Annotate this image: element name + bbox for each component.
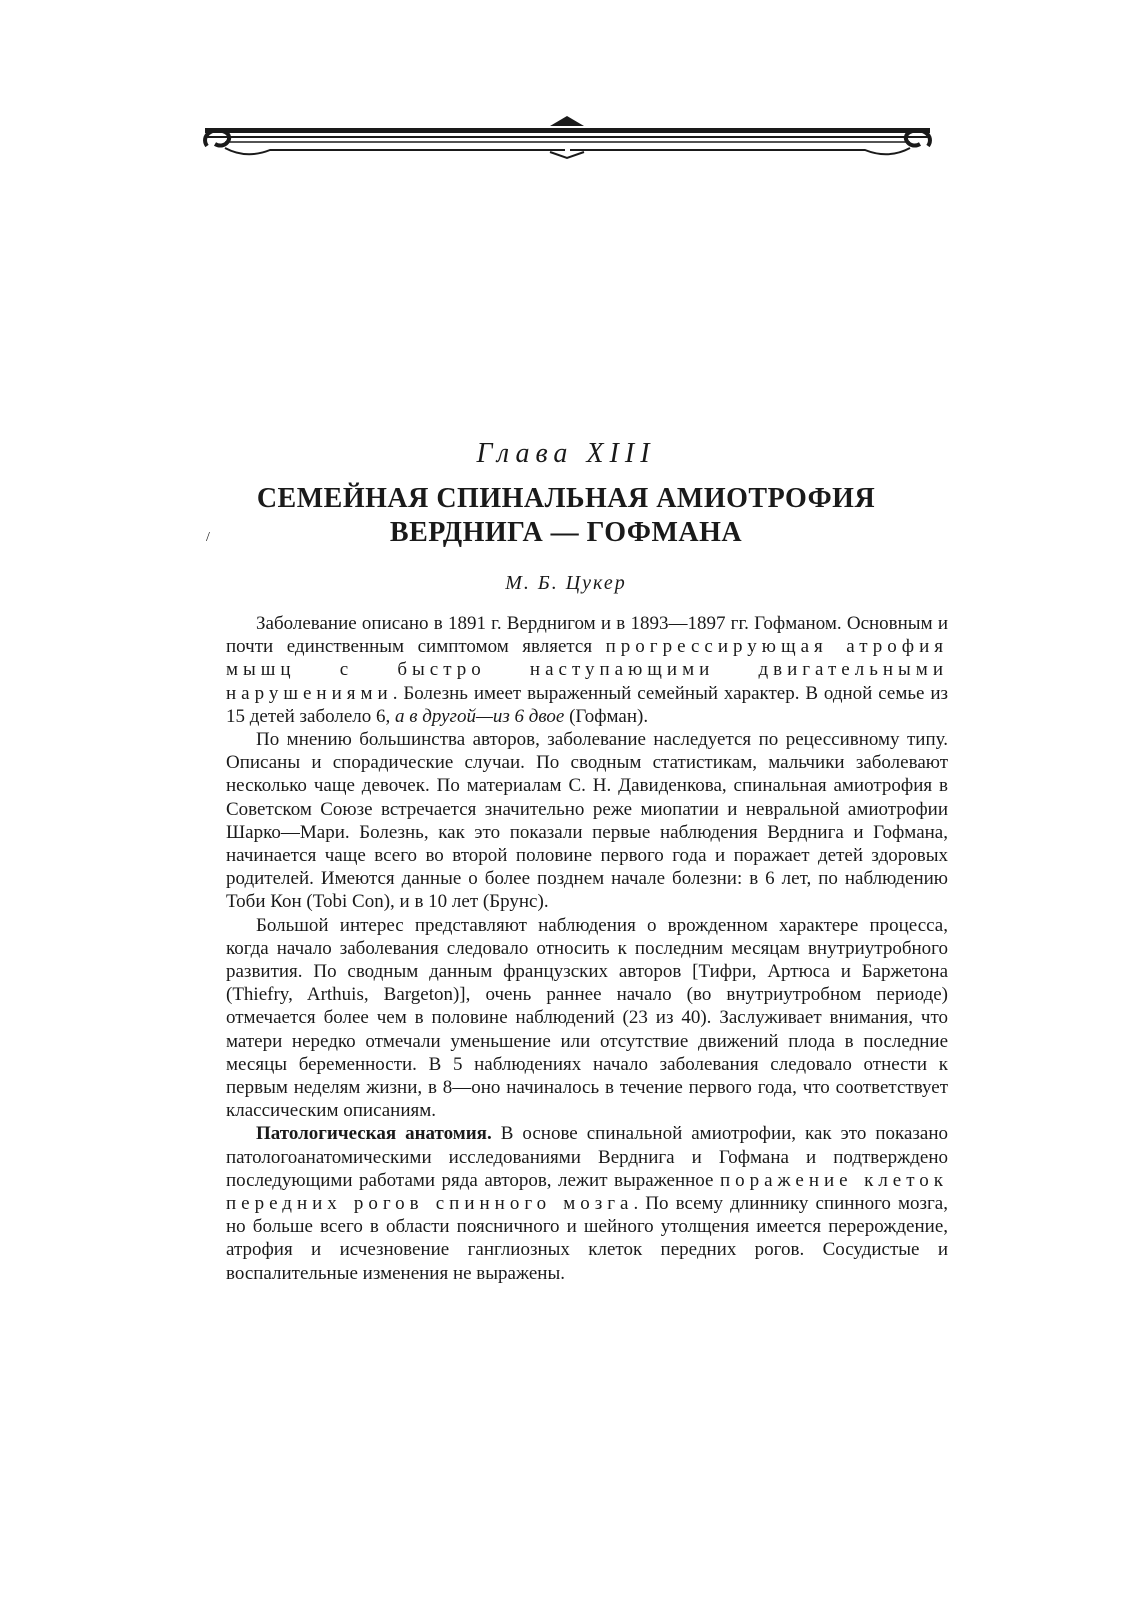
paragraph-3: Большой интерес представляют наблюдения о врожденном характере процесса, когда начало заболевания следовало относить к последним месяцам внутриутробного развития. По сводным данным французских авторов [Тифри, Артюса и Баржетона (Thiefry, Arthuis, Bargeton)], очень раннее начало (во внутриутробном периоде) отмечается более чем в половине наблюдений (23 из 40). Заслуживает внимания, что матери нередко отмечали уменьшение или отсутствие движений плода в последние месяцы беременности. В 5 наблюдениях начало заболевания следовало отнести к первым неделям жизни, в 8—оно начиналось в течение первого года, что соответствует классическим описаниям.	[226, 914, 948, 1122]
section-heading-pathology: Патологическая анатомия.	[256, 1123, 492, 1145]
paragraph-2: По мнению большинства авторов, заболевание наследуется по рецессивному типу. Описаны и спорадические случаи. По сводным статистикам, мальчики заболевают несколько чаще девочек. По материалам С. Н. Давиденкова, спинальная амиотрофия в Советском Союзе встречается значительно реже миопатии и невральной амиотрофии Шарко—Мари. Болезнь, как это показали первые наблюдения Верднига и Гофмана, начинается чаще всего во второй половине первого года и поражает детей здоровых родителей. Имеются данные о более позднем начале болезни: в 6 лет, по наблюдению Тоби Кон (Tobi Con), и в 10 лет (Брунс).	[226, 729, 948, 913]
paragraph-4	[226, 1122, 948, 1284]
chapter-title	[0, 482, 1132, 550]
paragraph-1-spaced-emphasis: прогрессирующая атрофия мышц с быстро наступающими двигательными нарушениями	[226, 636, 948, 704]
paragraph-1-part-b: . Болезнь имеет выраженный семейный характер. В одной семье из 15 детей заболело 6,	[226, 682, 948, 727]
chapter-title-line-2: ВЕРДНИГА — ГОФМАНА	[389, 517, 743, 548]
paragraph-1-italic: а в другой—из 6 двое	[395, 705, 565, 727]
paragraph-4-part-b: . По всему длиннику спинного мозга, но больше всего в области поясничного и шейного утолщения имеется перерождение, атрофия и исчезновение ганглиозных клеток передних рогов. Сосудистые и воспалительные изменения не выражены.	[226, 1193, 948, 1284]
paragraph-4-part-a: В основе спинальной амиотрофии, как это показано патологоанатомическими исследованиями Верднига и Гофмана и подтверждено последующими работами ряда авторов, лежит выраженное	[226, 1123, 948, 1191]
chapter-title-line-1: СЕМЕЙНАЯ СПИНАЛЬНАЯ АМИОТРОФИЯ	[256, 483, 876, 514]
body-text	[226, 612, 948, 1285]
paragraph-1	[226, 612, 948, 728]
paragraph-4-spaced-emphasis: поражение клеток передних рогов спинного мозга	[226, 1169, 949, 1215]
paragraph-1-part-a: Заболевание описано в 1891 г. Верднигом и в 1893—1897 гг. Гофманом. Основным и почти единственным симптомом является	[226, 613, 948, 658]
chapter-label: Глава XIII	[476, 438, 656, 469]
stray-mark: /	[206, 530, 210, 545]
decorative-header-ornament	[195, 112, 940, 164]
author: М. Б. Цукер	[505, 572, 627, 594]
paragraph-1-part-c: (Гофман).	[564, 705, 649, 727]
